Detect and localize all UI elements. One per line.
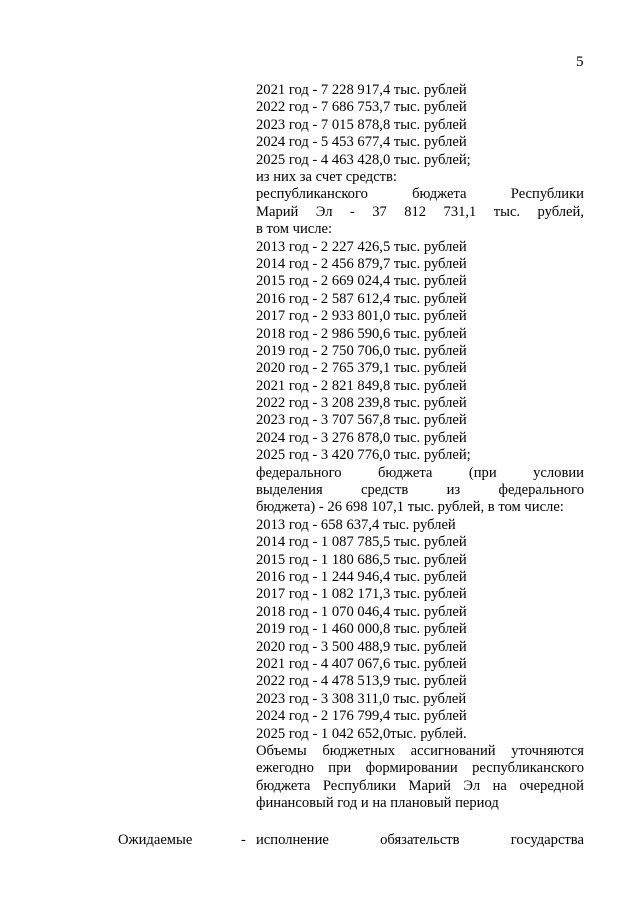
line-republican-2025: 2025 год - 3 420 776,0 тыс. рублей; (256, 447, 471, 464)
line-total-2025: 2025 год - 4 463 428,0 тыс. рублей; (256, 151, 471, 168)
expected-results-label: Ожидаемые (118, 832, 193, 848)
line-federal-2021: 2021 год - 4 407 067,6 тыс. рублей (256, 655, 467, 672)
note-line-1: Объемы бюджетных ассигнований уточняются (256, 742, 584, 759)
federal-heading-2: выделения средств из федерального (256, 482, 584, 499)
line-republican-2024: 2024 год - 3 276 878,0 тыс. рублей (256, 429, 467, 446)
line-federal-2014: 2014 год - 1 087 785,5 тыс. рублей (256, 534, 467, 551)
line-total-2022: 2022 год - 7 686 753,7 тыс. рублей (256, 99, 467, 116)
line-federal-2013: 2013 год - 658 637,4 тыс. рублей (256, 516, 456, 533)
expected-results-row (0, 832, 639, 852)
line-federal-2023: 2023 год - 3 308 311,0 тыс. рублей (256, 690, 467, 707)
note-line-2: ежегодно при формировании республиканского (256, 760, 584, 777)
line-total-2021: 2021 год - 7 228 917,4 тыс. рублей (256, 82, 467, 98)
republican-heading-2: Марий Эл - 37 812 731,1 тыс. рублей, (256, 203, 584, 220)
note-line-4: финансовый год и на плановый период (256, 795, 499, 812)
line-federal-2024: 2024 год - 2 176 799,4 тыс. рублей (256, 708, 467, 725)
federal-heading-1: федерального бюджета (при условии (256, 464, 584, 481)
line-federal-2015: 2015 год - 1 180 686,5 тыс. рублей (256, 551, 467, 568)
line-republican-2014: 2014 год - 2 456 879,7 тыс. рублей (256, 255, 467, 272)
line-federal-2025: 2025 год - 1 042 652,0тыс. рублей. (256, 725, 467, 742)
line-federal-2020: 2020 год - 3 500 488,9 тыс. рублей (256, 638, 467, 655)
line-republican-2018: 2018 год - 2 986 590,6 тыс. рублей (256, 325, 467, 342)
document-content (256, 82, 584, 813)
line-republican-2020: 2020 год - 2 765 379,1 тыс. рублей (256, 360, 467, 377)
line-republican-2023: 2023 год - 3 707 567,8 тыс. рублей (256, 412, 467, 429)
republican-heading-1: республиканского бюджета Республики (256, 186, 584, 203)
line-federal-2019: 2019 год - 1 460 000,8 тыс. рублей (256, 621, 467, 638)
sources-label: из них за счет средств: (256, 168, 397, 185)
page-number: 5 (576, 54, 584, 70)
line-total-2023: 2023 год - 7 015 878,8 тыс. рублей (256, 116, 467, 133)
expected-results-text: исполнение обязательств государства (256, 832, 584, 848)
line-republican-2015: 2015 год - 2 669 024,4 тыс. рублей (256, 273, 467, 290)
note-line-3: бюджета Республики Марий Эл на очередной (256, 777, 584, 794)
line-republican-2019: 2019 год - 2 750 706,0 тыс. рублей (256, 342, 467, 359)
line-republican-2013: 2013 год - 2 227 426,5 тыс. рублей (256, 238, 467, 255)
line-republican-2017: 2017 год - 2 933 801,0 тыс. рублей (256, 308, 467, 325)
republican-heading-3: в том числе: (256, 221, 333, 238)
line-total-2024: 2024 год - 5 453 677,4 тыс. рублей (256, 134, 467, 151)
line-federal-2022: 2022 год - 4 478 513,9 тыс. рублей (256, 673, 467, 690)
line-federal-2017: 2017 год - 1 082 171,3 тыс. рублей (256, 586, 467, 603)
line-republican-2022: 2022 год - 3 208 239,8 тыс. рублей (256, 395, 467, 412)
expected-results-dash: - (241, 832, 246, 848)
line-republican-2016: 2016 год - 2 587 612,4 тыс. рублей (256, 290, 467, 307)
line-federal-2018: 2018 год - 1 070 046,4 тыс. рублей (256, 603, 467, 620)
line-federal-2016: 2016 год - 1 244 946,4 тыс. рублей (256, 569, 467, 585)
line-republican-2021: 2021 год - 2 821 849,8 тыс. рублей (256, 377, 467, 394)
federal-heading-3: бюджета) - 26 698 107,1 тыс. рублей, в том числе: (256, 499, 564, 516)
